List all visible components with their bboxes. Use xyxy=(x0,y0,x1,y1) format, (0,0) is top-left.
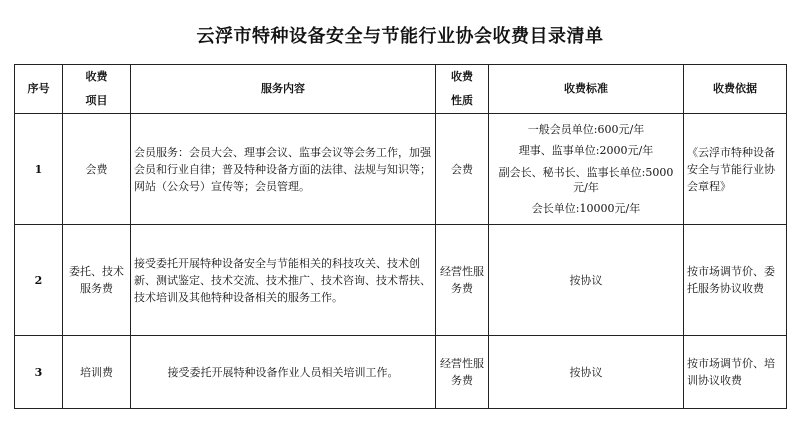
header-item xyxy=(63,65,131,114)
row-content: 接受委托开展特种设备安全与节能相关的科技攻关、技术创新、测试鉴定、技术交流、技术推广、技术咨询、技术帮扶、技术培训及其他特种设备相关的服务工作。 xyxy=(131,225,436,336)
header-nature-line1: 收费 xyxy=(451,70,473,83)
header-standard: 收费标准 xyxy=(489,65,684,114)
header-nature-line2: 性质 xyxy=(451,94,473,108)
header-basis: 收费依据 xyxy=(684,65,787,114)
standard-line: 理事、监事单位:2000元/年 xyxy=(518,144,654,158)
standard-line: 会长单位:10000元/年 xyxy=(531,202,641,216)
row-basis: 按市场调节价、委托服务协议收费 xyxy=(684,225,787,336)
page-title: 云浮市特种设备安全与节能行业协会收费目录清单 xyxy=(196,26,604,47)
standard-line: 一般会员单位:600元/年 xyxy=(527,122,645,136)
row-seq: 1 xyxy=(15,114,63,225)
table-row xyxy=(15,336,787,409)
row-content: 接受委托开展特种设备作业人员相关培训工作。 xyxy=(131,336,436,409)
row-basis: 《云浮市特种设备安全与节能行业协会章程》 xyxy=(684,114,787,225)
row-nature: 经营性服务费 xyxy=(436,336,489,409)
row-seq: 2 xyxy=(15,225,63,336)
table-row xyxy=(15,225,787,336)
row-item: 培训费 xyxy=(63,336,131,409)
fee-table xyxy=(14,64,787,409)
row-nature: 经营性服务费 xyxy=(436,225,489,336)
row-standard xyxy=(489,114,684,225)
standard-line: 副会长、秘书长、监事长单位:5000元/年 xyxy=(498,165,674,195)
header-seq: 序号 xyxy=(15,65,63,114)
row-content: 会员服务：会员大会、理事会议、监事会议等会务工作，加强会员和行业自律；普及特种设备方面的法律、法规与知识等；网站（公众号）宣传等；会员管理。 xyxy=(131,114,436,225)
row-standard: 按协议 xyxy=(489,336,684,409)
row-basis: 按市场调节价、培训协议收费 xyxy=(684,336,787,409)
row-nature: 会费 xyxy=(436,114,489,225)
row-standard: 按协议 xyxy=(489,225,684,336)
header-item-line2: 项目 xyxy=(85,94,108,108)
table-header-row xyxy=(15,65,787,114)
table-row xyxy=(15,114,787,225)
row-item: 会费 xyxy=(63,114,131,225)
row-item: 委托、技术服务费 xyxy=(63,225,131,336)
header-nature xyxy=(436,65,489,114)
row-seq: 3 xyxy=(15,336,63,409)
header-content: 服务内容 xyxy=(131,65,436,114)
header-item-line1: 收费 xyxy=(85,70,108,83)
